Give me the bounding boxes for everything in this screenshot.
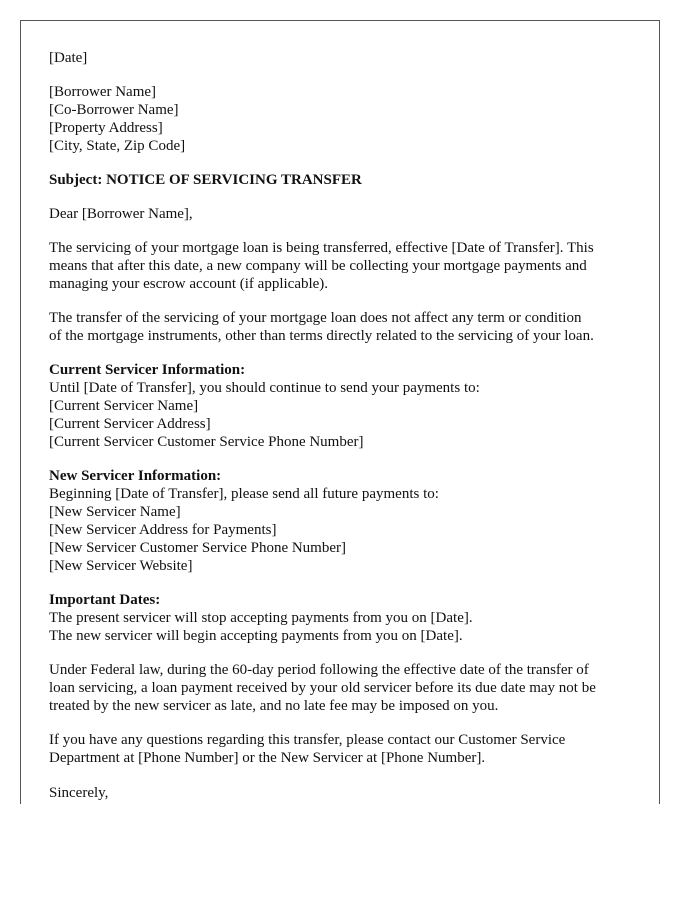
closing-block — [49, 784, 639, 802]
new-servicer-payment-address: [New Servicer Address for Payments] — [49, 522, 277, 538]
important-dates-section — [49, 591, 639, 645]
paragraph-line: If you have any questions regarding this transfer, please contact our Customer Service — [49, 732, 566, 748]
federal-law-paragraph — [49, 661, 639, 715]
current-servicer-name: [Current Servicer Name] — [49, 398, 199, 414]
new-servicer-name: [New Servicer Name] — [49, 504, 181, 520]
current-servicer-phone: [Current Servicer Customer Service Phone Number] — [49, 434, 364, 450]
important-date-stop: The present servicer will stop accepting payments from you on [Date]. — [49, 610, 473, 626]
new-servicer-instruction: Beginning [Date of Transfer], please send all future payments to: — [49, 486, 439, 502]
paragraph-line: Department at [Phone Number] or the New Servicer at [Phone Number]. — [49, 750, 486, 766]
recipient-city-state-zip: [City, State, Zip Code] — [49, 138, 186, 154]
paragraph-line: of the mortgage instruments, other than terms directly related to the servicing of your loan. — [49, 328, 594, 344]
recipient-co-borrower-name: [Co-Borrower Name] — [49, 102, 179, 118]
paragraph-line: managing your escrow account (if applicable). — [49, 276, 329, 292]
letter-body — [49, 49, 639, 802]
paragraph-line: The servicing of your mortgage loan is being transferred, effective [Date of Transfer]. This — [49, 240, 594, 256]
letter-subject: Subject: NOTICE OF SERVICING TRANSFER — [49, 172, 362, 188]
current-servicer-instruction: Until [Date of Transfer], you should continue to send your payments to: — [49, 380, 480, 396]
current-servicer-heading: Current Servicer Information: — [49, 362, 246, 378]
new-servicer-phone: [New Servicer Customer Service Phone Number] — [49, 540, 346, 556]
date-block — [49, 49, 639, 67]
new-servicer-website: [New Servicer Website] — [49, 558, 193, 574]
salutation-block — [49, 205, 639, 223]
paragraph-line: means that after this date, a new company will be collecting your mortgage payments and — [49, 258, 587, 274]
paragraph-line: treated by the new servicer as late, and no late fee may be imposed on you. — [49, 698, 499, 714]
recipient-borrower-name: [Borrower Name] — [49, 84, 157, 100]
terms-paragraph — [49, 309, 639, 345]
paragraph-line: Under Federal law, during the 60-day period following the effective date of the transfer of — [49, 662, 589, 678]
letter-date: [Date] — [49, 50, 88, 66]
questions-paragraph — [49, 731, 639, 767]
new-servicer-section — [49, 467, 639, 575]
important-date-begin: The new servicer will begin accepting payments from you on [Date]. — [49, 628, 463, 644]
paragraph-line: loan servicing, a loan payment received by your old servicer before its due date may not be — [49, 680, 596, 696]
recipient-address-block — [49, 83, 639, 155]
important-dates-heading: Important Dates: — [49, 592, 161, 608]
intro-paragraph — [49, 239, 639, 293]
subject-block — [49, 171, 639, 189]
current-servicer-section — [49, 361, 639, 451]
letter-page — [20, 20, 660, 804]
new-servicer-heading: New Servicer Information: — [49, 468, 222, 484]
recipient-property-address: [Property Address] — [49, 120, 163, 136]
letter-closing: Sincerely, — [49, 785, 109, 801]
paragraph-line: The transfer of the servicing of your mortgage loan does not affect any term or condition — [49, 310, 582, 326]
letter-salutation: Dear [Borrower Name], — [49, 206, 193, 222]
current-servicer-address: [Current Servicer Address] — [49, 416, 211, 432]
